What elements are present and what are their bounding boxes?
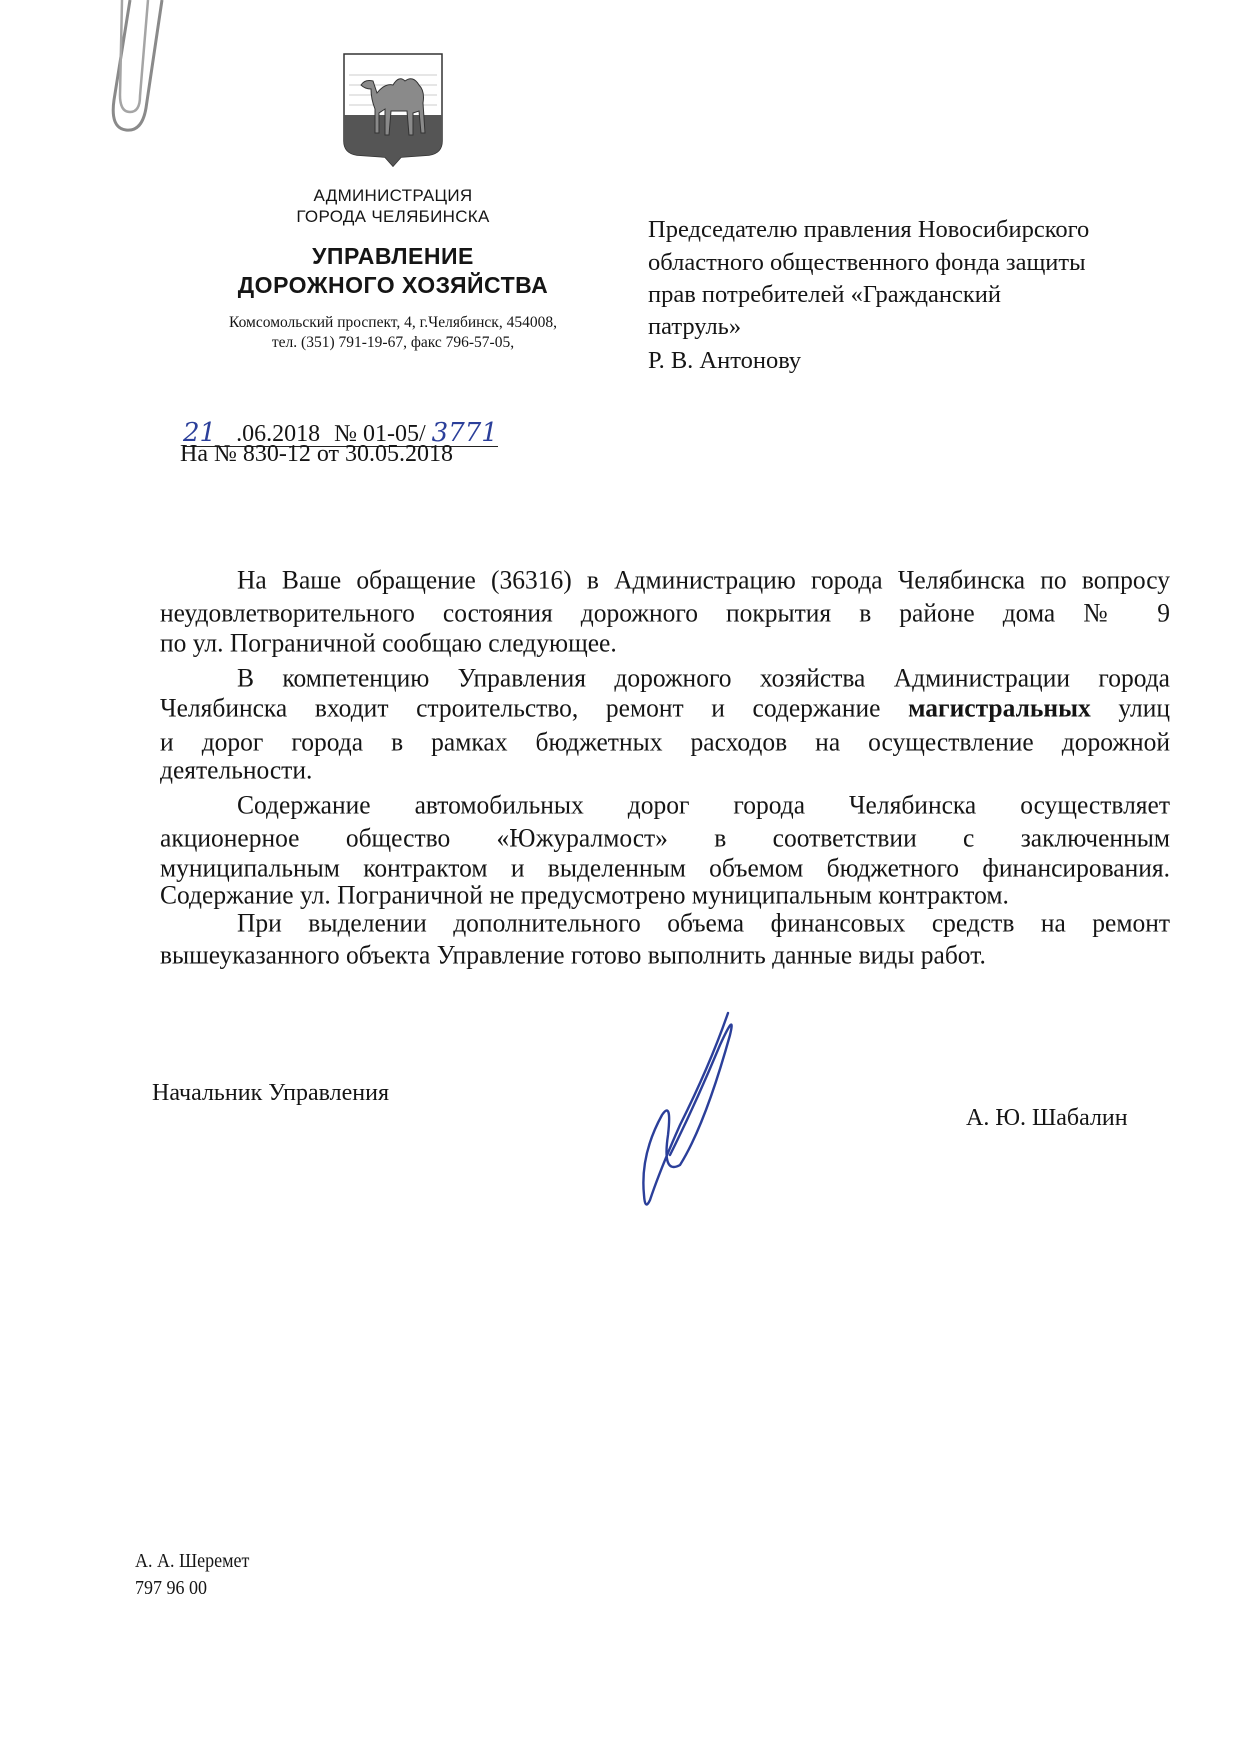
- executor-phone: 797 96 00: [135, 1577, 207, 1599]
- body-text: Челябинска входит строительство, ремонт и содержание: [160, 692, 909, 723]
- body-line: вышеуказанного объекта Управление готово выполнить данные виды работ.: [160, 939, 986, 970]
- paperclip-icon: [100, 0, 170, 140]
- reply-reference: На № 830-12 от 30.05.2018: [180, 441, 454, 467]
- body-line: деятельности.: [160, 754, 313, 785]
- address-line-2: тел. (351) 791-19-67, факс 796-57-05,: [271, 334, 515, 351]
- body-line: [160, 692, 1170, 724]
- body-line: по ул. Пограничной сообщаю следующее.: [160, 627, 617, 658]
- handwritten-number: 3771: [431, 418, 498, 448]
- body-line: акционерное общество «Южуралмост» в соответствии с заключенным: [160, 822, 1170, 853]
- signer-position: Начальник Управления: [152, 1080, 389, 1106]
- body-line: Содержание автомобильных дорог города Челябинска осуществляет: [237, 789, 1170, 820]
- admin-line-1: АДМИНИСТРАЦИЯ: [313, 186, 473, 205]
- dept-line-2: ДОРОЖНОГО ХОЗЯЙСТВА: [237, 272, 549, 298]
- body-text: улиц: [1090, 692, 1170, 723]
- coat-of-arms-emblem: [343, 53, 443, 167]
- emphasized-word: магистральных: [908, 692, 1091, 723]
- body-line: Содержание ул. Пограничной не предусмотрено муниципальным контрактом.: [160, 879, 1009, 910]
- body-line: муниципальным контрактом и выделенным объемом бюджетного финансирования.: [160, 852, 1170, 883]
- recipient-line: областного общественного фонда защиты: [648, 249, 1086, 276]
- dept-line-1: УПРАВЛЕНИЕ: [312, 243, 474, 269]
- handwritten-signature: [610, 1005, 750, 1215]
- admin-line-2: ГОРОДА ЧЕЛЯБИНСКА: [296, 207, 490, 226]
- executor-name: А. А. Шеремет: [135, 1550, 250, 1572]
- signer-name: А. Ю. Шабалин: [966, 1105, 1128, 1131]
- number-prefix: № 01-05/: [334, 421, 426, 447]
- body-line: При выделении дополнительного объема финансовых средств на ремонт: [237, 907, 1170, 938]
- date-rest: .06.2018: [236, 421, 321, 447]
- body-line: На Ваше обращение (36316) в Администрацию города Челябинска по вопросу: [237, 564, 1170, 595]
- handwritten-day: 21: [183, 418, 217, 448]
- body-line: неудовлетворительного состояния дорожного покрытия в районе дома № 9: [160, 597, 1170, 628]
- recipient-line: патруль»: [648, 313, 742, 340]
- recipient-line: прав потребителей «Гражданский: [648, 281, 1001, 308]
- body-line: В компетенцию Управления дорожного хозяйства Администрации города: [237, 662, 1170, 693]
- recipient-line: Р. В. Антонову: [648, 347, 802, 374]
- address-line-1: Комсомольский проспект, 4, г.Челябинск, 454008,: [229, 314, 557, 331]
- body-line: и дорог города в рамках бюджетных расходов на осуществление дорожной: [160, 726, 1170, 757]
- recipient-line: Председателю правления Новосибирского: [648, 216, 1090, 243]
